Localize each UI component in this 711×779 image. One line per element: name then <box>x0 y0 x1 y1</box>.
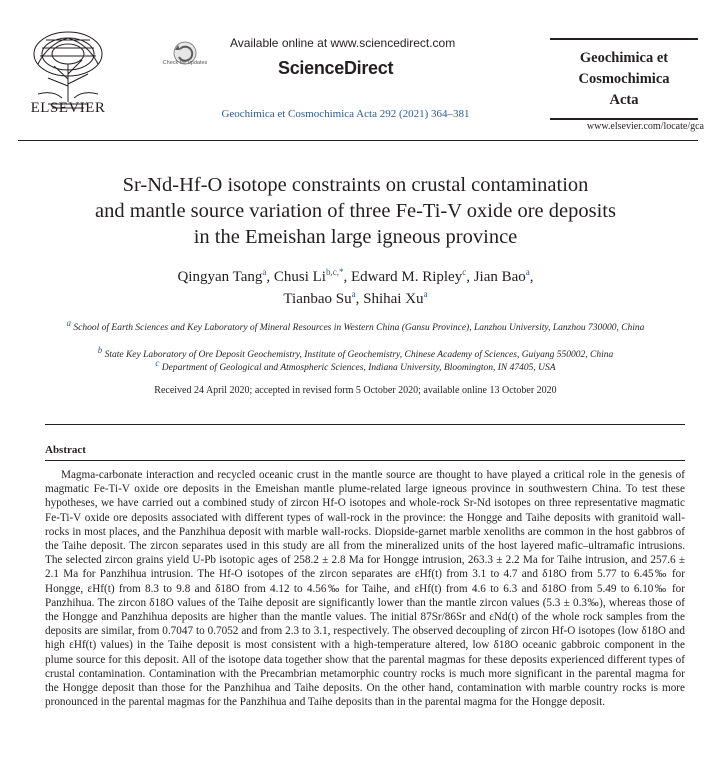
journal-title-line1: Geochimica et <box>579 50 669 66</box>
check-for-updates-icon[interactable] <box>168 40 202 78</box>
author-name[interactable]: Chusi Li <box>273 269 326 285</box>
affiliation-c <box>45 357 666 375</box>
journal-title-line2: Cosmochimica <box>578 71 670 87</box>
journal-title <box>550 48 698 111</box>
author-affiliation-mark[interactable]: c <box>462 267 467 277</box>
affiliation-mark-a: a <box>66 317 72 328</box>
abstract-heading: Abstract <box>45 444 86 456</box>
journal-citation-link[interactable]: Geochimica et Cosmochimica Acta 292 (2021) 364–381 <box>221 108 470 120</box>
author-affiliation-mark[interactable]: a <box>423 289 428 299</box>
header-divider <box>18 140 698 141</box>
affiliation-mark-c: c <box>155 357 160 368</box>
abstract-heading-divider <box>45 460 685 461</box>
abstract-top-divider <box>45 424 685 425</box>
check-for-updates-label: Check for updates <box>162 60 208 66</box>
sciencedirect-brand[interactable]: ScienceDirect <box>278 58 394 78</box>
received-dates: Received 24 April 2020; accepted in revised form 5 October 2020; available online 13 October 2020 <box>154 385 557 396</box>
author-name[interactable]: Jian Bao <box>473 269 526 285</box>
affiliation-text: School of Earth Sciences and Key Laboratory of Mineral Resources in Western China (Gansu Province), Lanzhou University, Lanzhou 730000, China <box>73 323 645 333</box>
author-affiliation-mark[interactable]: a <box>351 289 356 299</box>
available-online-text: Available online at www.sciencedirect.com <box>230 36 456 50</box>
publisher-name: ELSEVIER <box>30 100 106 116</box>
author-name[interactable]: Edward M. Ripley <box>350 269 463 285</box>
article-title-line2: and mantle source variation of three Fe-Ti-V oxide ore deposits <box>95 200 616 222</box>
author-name[interactable]: Qingyan Tang <box>177 269 263 285</box>
author-name[interactable]: Tianbao Su <box>283 291 352 307</box>
article-title-line3: in the Emeishan large igneous province <box>193 226 518 248</box>
affiliation-b <box>45 344 666 362</box>
author-list: Qingyan Tang$^a$, Chusi $Li^{b,c,*}$, Edward M. Ripley$^c$, Jian Bao$^a$, Tianbao Su$^a$, Shihai Xu$^a$ <box>177 267 534 307</box>
affiliation-a <box>45 317 666 335</box>
abstract-text: Magma-carbonate interaction and recycled oceanic crust in the mantle source are thought to have played a critical role in the genesis of magmatic Fe-Ti-V oxide ore deposits in the Emeishan mantle plume-related large igneous province in southwestern China. To test these hypotheses, we have carried out a combined study of zircon Hf-O isotopes and whole-rock Sr-Nd isotopes on three representative magmatic Fe-Ti-V oxide ore deposits associated with different types of wall-rock in the province: the Hongge and Taihe deposits with granitoid wall-rocks in most places, and the Panzhihua deposit with marble wall-rocks. Diopside-garnet marble xenoliths are common in the host gabbros of the Taihe deposit. The zircon separates used in this study are all from the mineralized units of the host layered mafic–ultramafic intrusions. The selected zircon grains yield U-Pb isotopic ages of 258.2 ± 2.8 Ma for Hongge intrusion, 263.3 ± 2.2 Ma for Taihe intrusion, and 257.6 ± 2.1 Ma for Panzhihua intrusion. The Hf-O isotopes of the zircon separates are εHf(t) from 3.1 to 4.7 and δ18O from 5.77 to 6.45‰ for Hongge, εHf(t) from 8.3 to 9.8 and δ18O from 4.12 to 4.56‰ for Taihe, and εHf(t) from 4.6 to 6.3 and δ18O from 5.49 to 6.10‰ for Panzhihua. The zircon δ18O values of the Taihe deposit are significantly lower than the mantle zircon values (5.3 ± 0.3‰), whereas those of the Hongge and Panzhihua deposits are higher than the mantle values. The initial 87Sr/86Sr and εNd(t) of the whole rock samples from the deposits are similar, from 0.7047 to 0.7052 and from 2.3 to 3.1, respectively. The observed decoupling of zircon Hf-O isotopes (low δ18O and high εHf(t) values) in the Taihe deposit is most consistent with a high-temperature altered, low δ18O oceanic gabbroic component in the plume source for this deposit. All of the isotope data together show that the parental magmas for these deposits experienced different types of crustal contamination. Contamination with the Precambrian metamorphic country rocks is much more significant in the parental magma for the Hongge deposit than those for the Panzhihua and Taihe deposits. On the other hand, contamination with marble country rocks is more pronounced in the parental magmas for the Panzhihua and Taihe deposits than in the parental magma for the Hongge deposit. <box>45 469 685 709</box>
article-title <box>30 172 681 250</box>
journal-url-link[interactable]: www.elsevier.com/locate/gca <box>586 121 704 132</box>
article-title-line1: Sr-Nd-Hf-O isotope constraints on crustal contamination <box>122 174 589 196</box>
author-affiliation-mark[interactable]: a <box>525 267 530 277</box>
affiliation-text: State Key Laboratory of Ore Deposit Geochemistry, Institute of Geochemistry, Chinese Academy of Sciences, Guiyang 550002, China <box>104 350 614 360</box>
affiliation-text: Department of Geological and Atmospheric Sciences, Indiana University, Bloomington, IN 47405, USA <box>161 363 556 373</box>
affiliation-mark-b: b <box>97 344 103 355</box>
author-affiliation-mark[interactable]: a <box>262 267 267 277</box>
author-affiliation-mark[interactable]: b,c,* <box>325 267 344 277</box>
author-name[interactable]: Shihai Xu <box>363 291 424 307</box>
journal-title-line3: Acta <box>609 92 639 108</box>
